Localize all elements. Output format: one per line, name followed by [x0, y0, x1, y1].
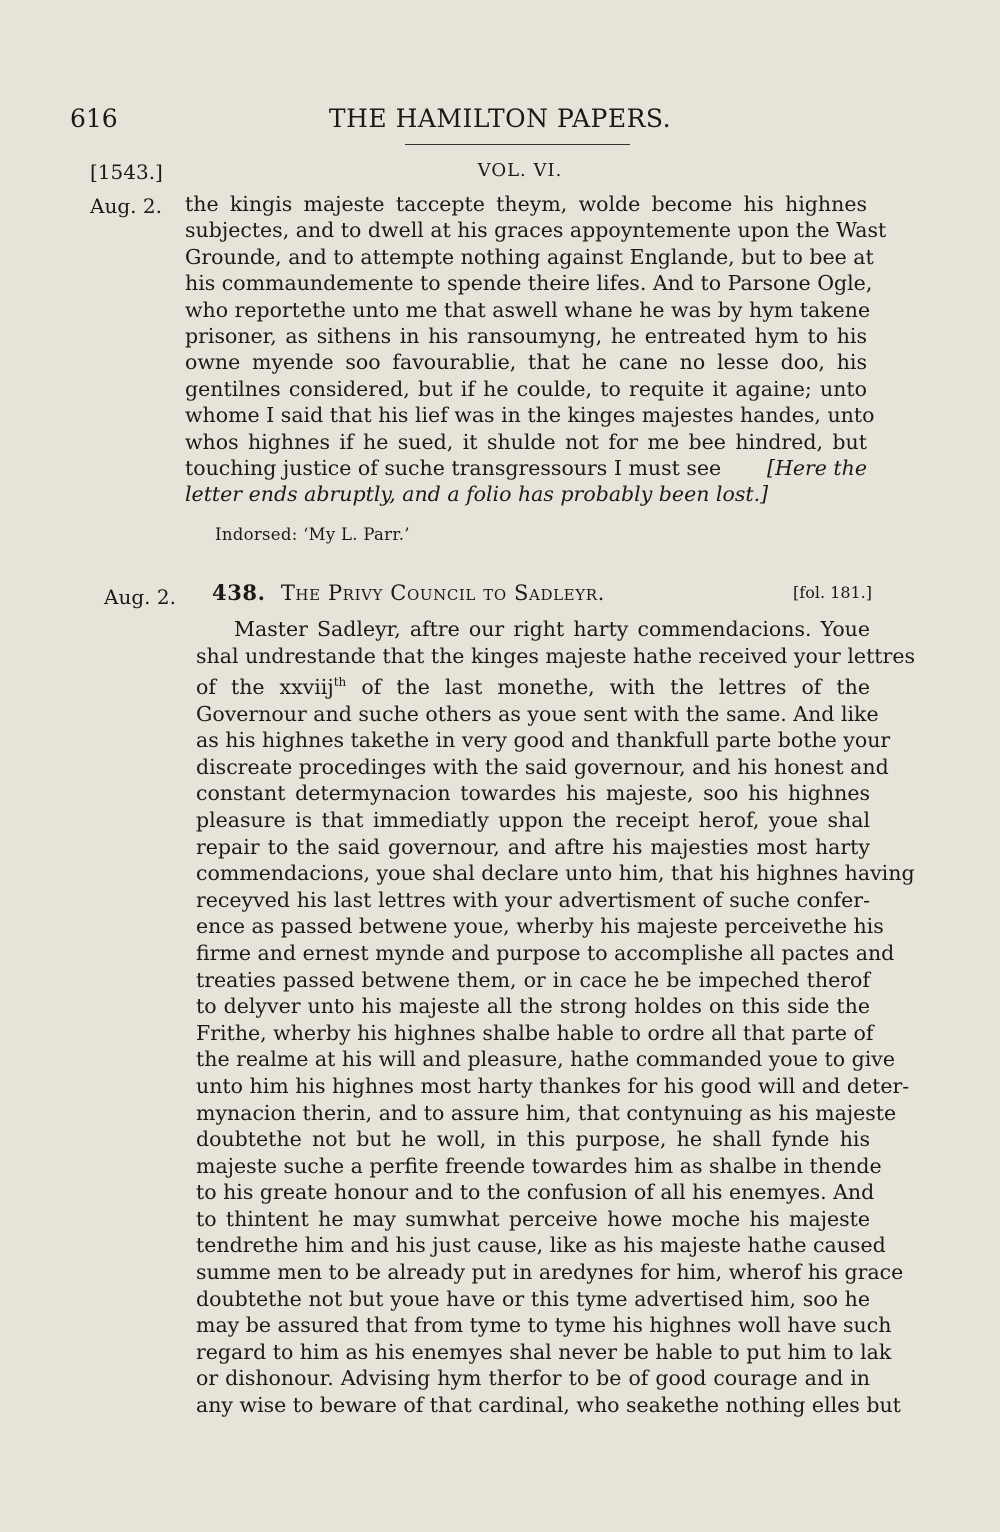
text-line: repair to the said governour, and aftre his majesties most harty: [196, 834, 870, 859]
document-heading: [212, 580, 605, 605]
text-line: discreate procedinges with the said governour, and his honest and: [196, 754, 889, 779]
text-line: Grounde, and to attempte nothing against Englande, but to bee at: [185, 244, 874, 269]
folio-reference: [fol. 181.]: [793, 583, 872, 602]
page-number: 616: [70, 104, 118, 133]
indorsement: Indorsed: ‘My L. Parr.’: [215, 525, 410, 544]
editorial-note-line: [185, 481, 867, 507]
text-line: unto him his highnes most harty thankes for his good will and deter-: [196, 1073, 910, 1098]
text-line: whome I said that his lief was in the kinges majestes handes, unto: [185, 403, 875, 428]
text-line: regard to him as his enemyes shal never be hable to put him to lak: [196, 1339, 892, 1364]
document-title: The Privy Council to Sadleyr.: [280, 581, 605, 605]
margin-date: Aug. 2.: [104, 585, 176, 609]
text-line: [185, 455, 867, 481]
text-line: Master Sadleyr, aftre our right harty commendacions. Youe: [234, 617, 870, 641]
editorial-note: letter ends abruptly, and a folio has probably been lost.]: [185, 482, 769, 507]
text-line: to his greate honour and to the confusion of all his enemyes. And: [196, 1180, 875, 1205]
margin-date: Aug. 2.: [90, 194, 162, 218]
volume-label: VOL. VI.: [477, 160, 563, 181]
text-line: doubtethe not but youe have or this tyme advertised him, soo he: [196, 1286, 870, 1311]
text-line: his commaundemente to spende theire lifes. And to Parsone Ogle,: [185, 271, 873, 296]
title-rule: [405, 144, 630, 145]
text-line: constant determynacion towardes his majeste, soo his highnes: [196, 781, 870, 806]
text-line: subjectes, and to dwell at his graces appoyntemente upon the Wast: [185, 218, 887, 243]
text-line: as his highnes takethe in very good and thankfull parte bothe your: [196, 728, 891, 753]
text-line: majeste suche a perfite freende towardes him as shalbe in thende: [196, 1153, 882, 1178]
text-line: Frithe, wherby his highnes shalbe hable to ordre all that parte of: [196, 1020, 874, 1045]
text-line: shal undrestande that the kinges majeste hathe received your lettres: [196, 643, 915, 668]
text-line: of the xxviij$^{th}$ of the last monethe, with the lettres of the: [196, 675, 870, 700]
year-marker: [1543.]: [90, 160, 163, 184]
document-number: 438.: [212, 580, 266, 605]
text-line: the kingis majeste taccepte theym, wolde become his highnes: [185, 192, 867, 216]
text-line: treaties passed betwene them, or in cace he be impeched therof: [196, 967, 870, 992]
text-line: tendrethe him and his just cause, like as his majeste hathe caused: [196, 1233, 886, 1258]
text-line: summe men to be already put in aredynes for him, wherof his grace: [196, 1260, 904, 1285]
editorial-note: [Here the: [766, 456, 867, 481]
text-line: Governour and suche others as youe sent with the same. And like: [196, 701, 879, 726]
text-line: the realme at his will and pleasure, hathe commanded youe to give: [196, 1047, 895, 1072]
text-line: mynacion therin, and to assure him, that contynuing as his majeste: [196, 1100, 897, 1125]
text-line: ence as passed betwene youe, wherby his majeste perceivethe his: [196, 914, 884, 939]
text-line: gentilnes considered, but if he coulde, to requite it againe; unto: [185, 376, 867, 401]
text-line: owne myende soo favourablie, that he cane no lesse doo, his: [185, 350, 867, 375]
text-line: to delyver unto his majeste all the strong holdes on this side the: [196, 994, 870, 1019]
text-line: receyved his last lettres with your advertisment of suche confer-: [196, 887, 870, 912]
text-line: commendacions, youe shal declare unto him, that his highnes having: [196, 861, 915, 886]
running-title: THE HAMILTON PAPERS.: [328, 104, 672, 133]
text-line: or dishonour. Advising hym therfor to be of good courage and in: [196, 1366, 870, 1391]
continued-letter-text: [185, 191, 887, 508]
text-line: prisoner, as sithens in his ransoumyng, he entreated hym to his: [185, 324, 867, 349]
text-line: doubtethe not but he woll, in this purpose, he shall fynde his: [196, 1127, 870, 1152]
text-line: who reportethe unto me that aswell whane he was by hym takene: [185, 297, 871, 322]
text-line: firme and ernest mynde and purpose to accomplishe all pactes and: [196, 940, 895, 965]
text-line: any wise to beware of that cardinal, who seakethe nothing elles but: [196, 1393, 901, 1418]
letter-text: [196, 616, 915, 1419]
text-line: pleasure is that immediatly uppon the receipt herof, youe shal: [196, 807, 870, 832]
text-line: may be assured that from tyme to tyme his highnes woll have such: [196, 1313, 892, 1338]
text-line-fragment: touching justice of suche transgressours I must see: [185, 456, 722, 481]
text-line: to thintent he may sumwhat perceive howe moche his majeste: [196, 1206, 870, 1231]
text-line: whos highnes if he sued, it shulde not for me bee hindred, but: [185, 429, 867, 454]
